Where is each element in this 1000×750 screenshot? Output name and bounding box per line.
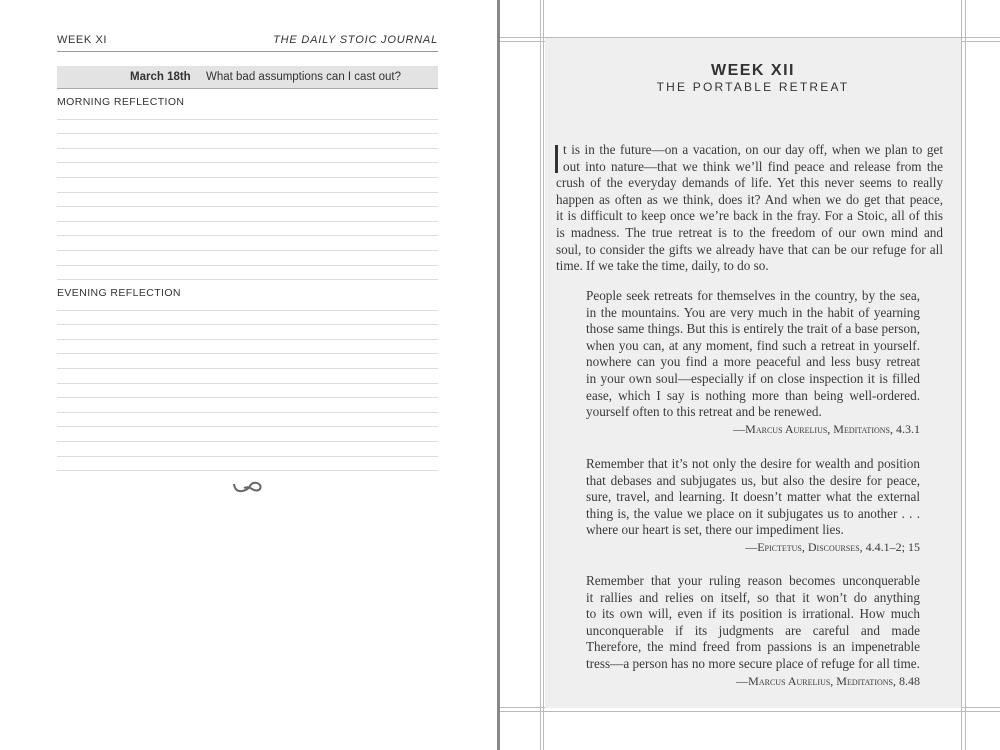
header-week: WEEK XI xyxy=(57,34,108,46)
quote-line: where our heart is set, there our impediment lies. xyxy=(586,522,844,538)
quote-line: Therefore, the mind freed from passions is an impenetrable xyxy=(586,639,920,655)
quote-line: that debases and subjugates us, but also the desire for peace, xyxy=(586,472,920,488)
quote-attribution: —Marcus Aurelius, Meditations, 4.3.1 xyxy=(733,421,920,436)
writing-line[interactable] xyxy=(57,457,438,472)
quote-block xyxy=(586,573,920,689)
writing-line[interactable] xyxy=(57,120,438,135)
quote-line: thing is, the value we place on it subjugates us to another . . . xyxy=(586,505,920,521)
writing-line[interactable] xyxy=(57,354,438,369)
frame-line xyxy=(961,0,962,750)
quote-line: ease, which I say is nothing more than being well-ordered. xyxy=(586,387,920,403)
intro-line: is madness. The true retreat is to the freedom of our own mind and xyxy=(556,224,943,240)
quote-line: nowhere can you find a more peaceful and less busy retreat xyxy=(586,354,920,370)
header-book-title: THE DAILY STOIC JOURNAL xyxy=(273,34,438,46)
daily-prompt-bar xyxy=(57,66,438,89)
writing-line[interactable] xyxy=(57,207,438,222)
writing-line[interactable] xyxy=(57,325,438,340)
quote-line: those same things. But this is entirely the trait of a base person, xyxy=(586,321,920,337)
running-header xyxy=(57,34,438,46)
writing-line[interactable] xyxy=(57,266,438,281)
writing-line[interactable] xyxy=(57,311,438,326)
quote-line: in your own soul—especially if on close inspection it is filled xyxy=(586,370,920,386)
writing-line[interactable] xyxy=(57,340,438,355)
intro-line: it is difficult to keep once we’re back in the fray. For a Stoic, all of this xyxy=(556,208,943,224)
quote-block xyxy=(586,288,920,437)
evening-reflection-label: EVENING REFLECTION xyxy=(57,287,181,299)
quote-line: to its own will, even if its position is irrational. How much xyxy=(586,606,920,622)
frame-line xyxy=(540,0,541,750)
writing-line[interactable] xyxy=(57,193,438,208)
writing-line[interactable] xyxy=(57,296,438,311)
writing-line[interactable] xyxy=(57,178,438,193)
quote-line: it rallies and relies on itself, so that it won’t do anything xyxy=(586,589,920,605)
header-rule xyxy=(57,51,438,52)
right-page xyxy=(500,0,1000,750)
frame-line xyxy=(543,0,544,750)
quote-attribution: —Epictetus, Discourses, 4.4.1–2; 15 xyxy=(745,539,920,554)
intro-line: crush of the everyday demands of life. Yet this never seems to really xyxy=(556,175,943,191)
writing-line[interactable] xyxy=(57,384,438,399)
drop-cap xyxy=(555,145,558,173)
writing-line[interactable] xyxy=(57,149,438,164)
quote-line: yourself often to this retreat and be renewed. xyxy=(586,404,822,420)
quote-line: Remember that it’s not only the desire for wealth and position xyxy=(586,456,920,471)
writing-line[interactable] xyxy=(57,442,438,457)
intro-paragraph xyxy=(556,142,943,275)
evening-writing-lines[interactable] xyxy=(57,296,438,471)
quote-line: unconquerable if its judgments are careful and made xyxy=(586,622,920,638)
writing-line[interactable] xyxy=(57,413,438,428)
intro-line: happen as often as we think, does it? And when we do get that peace, xyxy=(556,191,943,207)
quote-block xyxy=(586,456,920,556)
intro-line: soul, to consider the gifts we already have that can be our refuge for all xyxy=(556,241,943,257)
writing-line[interactable] xyxy=(57,222,438,237)
quote-line: when you can, at any moment, find such a retreat in yourself. xyxy=(586,337,920,353)
intro-line: time. If we take the time, daily, to do so. xyxy=(556,258,769,274)
week-subtitle: THE PORTABLE RETREAT xyxy=(656,80,850,94)
left-page xyxy=(0,0,497,750)
morning-reflection-label: MORNING REFLECTION xyxy=(57,96,185,108)
quote-line: tress—a person has no more secure place of refuge for all time. xyxy=(586,655,920,671)
quote-attribution: —Marcus Aurelius, Meditations, 8.48 xyxy=(736,673,920,688)
week-title: WEEK XII xyxy=(710,62,795,79)
writing-line[interactable] xyxy=(57,105,438,120)
writing-line[interactable] xyxy=(57,163,438,178)
writing-line[interactable] xyxy=(57,251,438,266)
quote-line: sure, travel, and learning. It doesn’t matter what the external xyxy=(586,489,920,505)
flourish-ornament-icon xyxy=(232,480,264,501)
prompt-question: What bad assumptions can I cast out? xyxy=(206,71,401,83)
writing-line[interactable] xyxy=(57,134,438,149)
prompt-date: March 18th xyxy=(130,71,191,83)
quote-line: People seek retreats for themselves in the country, by the sea, xyxy=(586,288,920,303)
writing-line[interactable] xyxy=(57,236,438,251)
writing-line[interactable] xyxy=(57,398,438,413)
writing-line[interactable] xyxy=(57,427,438,442)
intro-line: out into nature—that we think we’ll find peace and release from the xyxy=(563,158,943,174)
week-intro-panel xyxy=(545,38,961,708)
writing-line[interactable] xyxy=(57,369,438,384)
morning-writing-lines[interactable] xyxy=(57,105,438,280)
frame-line xyxy=(965,0,966,750)
frame-line xyxy=(500,711,1000,712)
quote-line: Remember that your ruling reason becomes unconquerable xyxy=(586,573,920,588)
quote-line: in the mountains. You are very much in the habit of yearning xyxy=(586,304,920,320)
intro-line: t is in the future—on a vacation, on our day off, when we plan to get xyxy=(563,142,943,157)
